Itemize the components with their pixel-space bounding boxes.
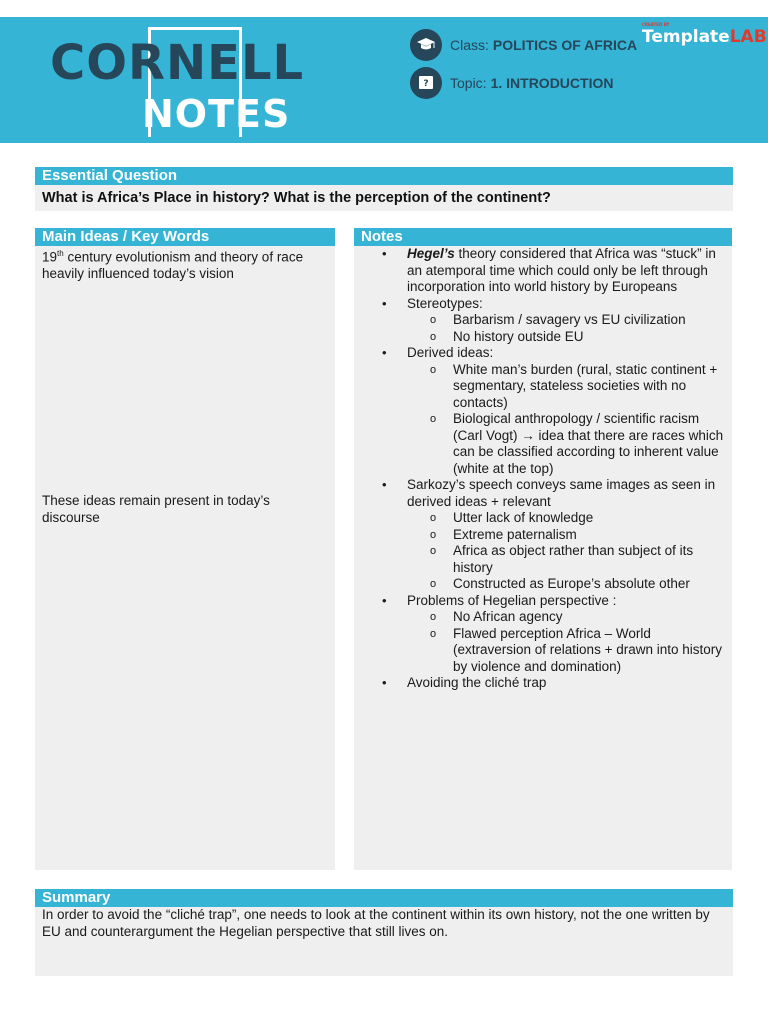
note-subitem: o Flawed perception Africa – World (extraversion of relations + drawn into history by violence and domination) (358, 626, 730, 676)
header-banner (0, 17, 768, 143)
note-bullet: • Problems of Hegelian perspective : (358, 593, 730, 610)
note-subitem: o White man’s burden (rural, static continent + segmentary, stateless societies with no contacts) (358, 362, 730, 412)
notes-list (358, 246, 730, 692)
svg-text:?: ? (423, 79, 429, 89)
class-value: POLITICS OF AFRICA (492, 37, 638, 53)
note-bullet: • Derived ideas: (358, 345, 730, 362)
note-subitem: o No African agency (358, 609, 730, 626)
logo-notes-text: NOTES (142, 92, 291, 136)
templatelab-logo (642, 23, 767, 46)
notes-heading: Notes (354, 228, 732, 246)
topic-row (410, 67, 613, 99)
summary-heading: Summary (35, 889, 733, 907)
question-card-icon (410, 67, 442, 99)
note-subitem: o Extreme paternalism (358, 527, 730, 544)
essential-question-text: What is Africa’s Place in history? What is the perception of the continent? (42, 190, 551, 206)
brand-name-part2: LAB (729, 27, 767, 47)
topic-label: Topic: (450, 75, 487, 91)
note-bullet: • Avoiding the cliché trap (358, 675, 730, 692)
class-row (410, 29, 637, 61)
summary-text: In order to avoid the “cliché trap”, one needs to look at the continent within its own history, not the one written by EU and counterargument the Hegelian perspective that still lives on. (42, 907, 710, 939)
brand-name-part1: Template (642, 27, 730, 47)
note-bullet: • Stereotypes: (358, 296, 730, 313)
note-bullet: • Sarkozy’s speech conveys same images as seen in derived ideas + relevant (358, 477, 730, 510)
graduation-cap-icon (410, 29, 442, 61)
note-subitem: o Africa as object rather than subject of its history (358, 543, 730, 576)
brand-created-by: CREATED BY (642, 22, 670, 27)
logo-cornell-text: CORNELL (50, 35, 305, 91)
note-subitem: o Biological anthropology / scientific racism (Carl Vogt) → idea that there are races which can be classified according to inherent value (white at the top) (358, 411, 730, 477)
note-subitem: o Barbarism / savagery vs EU civilization (358, 312, 730, 329)
main-idea-item: 19th century evolutionism and theory of race heavily influenced today’s vision (42, 249, 304, 281)
note-bullet: • Hegel’s theory considered that Africa was “stuck” in an atemporal time which could only be left through incorporation into world history by Europeans (358, 246, 730, 296)
main-ideas-heading: Main Ideas / Key Words (35, 228, 335, 246)
note-subitem: o No history outside EU (358, 329, 730, 346)
topic-value: 1. INTRODUCTION (490, 75, 614, 91)
main-ideas-box (35, 246, 335, 870)
essential-question-heading: Essential Question (35, 167, 733, 185)
main-idea-item: These ideas remain present in today’s discourse (42, 493, 270, 525)
note-subitem: o Constructed as Europe’s absolute other (358, 576, 730, 593)
class-label: Class: (450, 37, 489, 53)
note-subitem: o Utter lack of knowledge (358, 510, 730, 527)
